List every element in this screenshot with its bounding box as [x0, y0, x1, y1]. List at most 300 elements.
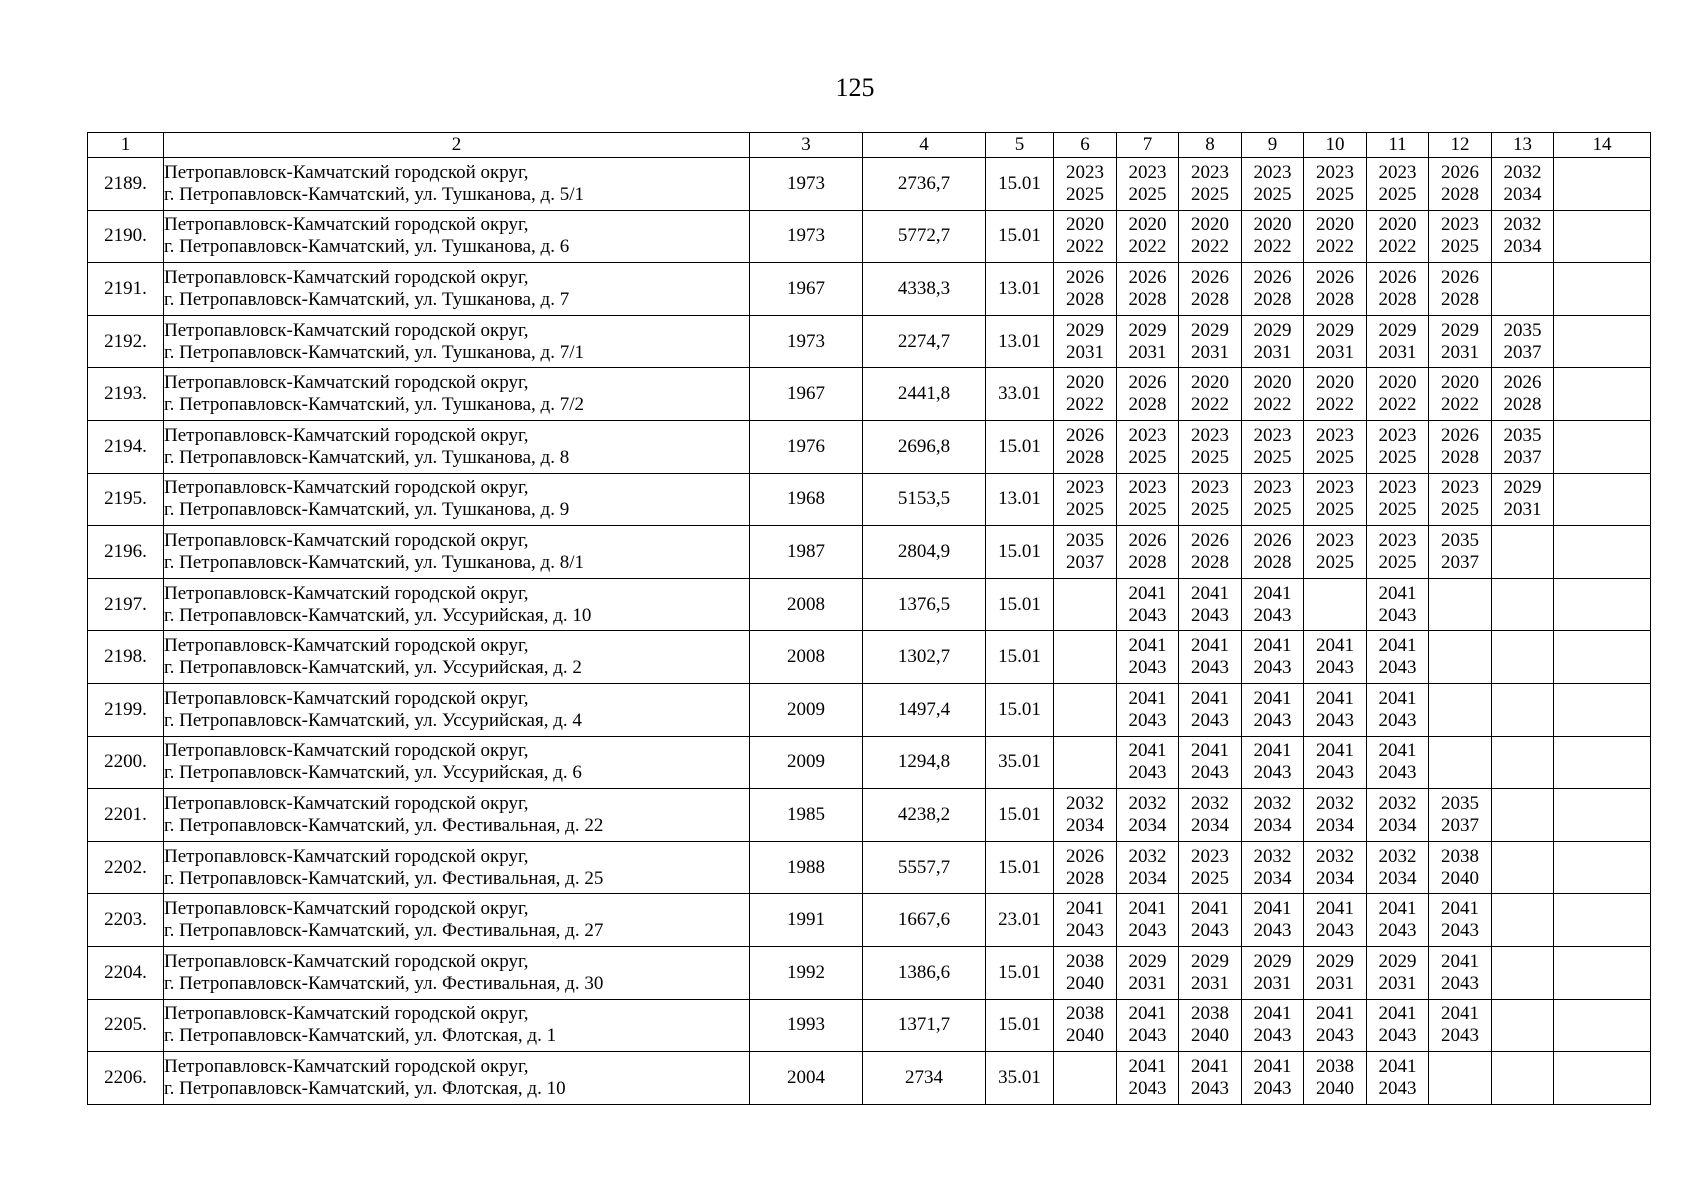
period-start-year: 2023 — [1316, 161, 1354, 183]
object-code: 23.01 — [986, 894, 1054, 947]
row-number: 2200. — [88, 736, 164, 789]
period-end-year: 2037 — [1441, 814, 1479, 836]
object-code: 15.01 — [986, 526, 1054, 579]
period-cell-col-9 — [1242, 526, 1304, 579]
object-code: 15.01 — [986, 578, 1054, 631]
period-cell-col-10 — [1304, 894, 1367, 947]
table-row — [88, 789, 1651, 842]
object-code: 15.01 — [986, 841, 1054, 894]
period-end-year: 2025 — [1316, 499, 1354, 521]
period-end-year — [1554, 920, 1650, 942]
period-end-year: 2043 — [1441, 972, 1479, 994]
period-end-year: 2025 — [1128, 499, 1167, 521]
period-end-year: 2025 — [1191, 446, 1229, 468]
address-district: Петропавловск-Камчатский городской округ, — [164, 319, 529, 341]
column-header-2: 2 — [164, 133, 750, 158]
period-end-year: 2043 — [1378, 1077, 1417, 1099]
build-year: 1987 — [750, 526, 863, 579]
period-cell-col-9 — [1242, 210, 1304, 263]
build-year: 2009 — [750, 683, 863, 736]
period-end-year — [1429, 762, 1491, 784]
period-end-year: 2043 — [1316, 1025, 1354, 1047]
period-cell-col-14 — [1554, 420, 1651, 473]
period-start-year: 2041 — [1128, 1055, 1167, 1077]
period-start-year: 2032 — [1253, 792, 1292, 814]
period-end-year: 2034 — [1128, 867, 1167, 889]
period-start-year — [1054, 583, 1116, 605]
period-start-year: 2041 — [1191, 635, 1229, 657]
build-year: 1993 — [750, 999, 863, 1052]
object-code: 15.01 — [986, 158, 1054, 211]
period-cell-col-8 — [1179, 368, 1242, 421]
table-row — [88, 526, 1651, 579]
period-cell-col-8 — [1179, 999, 1242, 1052]
period-cell-col-11 — [1367, 315, 1429, 368]
period-cell-col-8 — [1179, 1052, 1242, 1105]
period-cell-col-13 — [1492, 368, 1554, 421]
period-start-year: 2023 — [1378, 529, 1417, 551]
period-cell-col-7 — [1117, 631, 1179, 684]
period-end-year — [1492, 815, 1553, 837]
period-cell-col-11 — [1367, 210, 1429, 263]
total-area: 1376,5 — [863, 578, 986, 631]
period-end-year: 2043 — [1441, 1025, 1479, 1047]
period-end-year — [1492, 973, 1553, 995]
table-row — [88, 631, 1651, 684]
address-cell — [164, 683, 750, 736]
period-start-year — [1554, 951, 1650, 973]
period-start-year: 2032 — [1316, 792, 1354, 814]
period-cell-col-14 — [1554, 683, 1651, 736]
period-start-year: 2029 — [1378, 950, 1417, 972]
period-cell-col-14 — [1554, 999, 1651, 1052]
object-code: 13.01 — [986, 263, 1054, 316]
period-start-year — [1492, 846, 1553, 868]
table-row — [88, 578, 1651, 631]
period-start-year: 2035 — [1503, 319, 1542, 341]
period-end-year — [1554, 657, 1650, 679]
period-end-year: 2031 — [1378, 341, 1417, 363]
build-year: 2009 — [750, 736, 863, 789]
period-start-year — [1492, 635, 1553, 657]
total-area: 2804,9 — [863, 526, 986, 579]
period-cell-col-13 — [1492, 683, 1554, 736]
period-end-year: 2025 — [1066, 499, 1104, 521]
period-start-year — [1429, 583, 1491, 605]
period-end-year: 2043 — [1066, 920, 1104, 942]
total-area: 5772,7 — [863, 210, 986, 263]
period-end-year: 2034 — [1316, 814, 1354, 836]
period-end-year: 2022 — [1378, 394, 1417, 416]
period-end-year — [1492, 1025, 1553, 1047]
column-header-12: 12 — [1429, 133, 1492, 158]
period-cell-col-7 — [1117, 999, 1179, 1052]
period-end-year — [1304, 605, 1366, 627]
period-end-year: 2043 — [1316, 657, 1354, 679]
period-cell-col-6 — [1054, 946, 1117, 999]
period-start-year: 2041 — [1253, 1055, 1292, 1077]
total-area: 5557,7 — [863, 841, 986, 894]
address-district: Петропавловск-Камчатский городской округ, — [164, 477, 529, 499]
period-end-year: 2031 — [1128, 341, 1167, 363]
period-start-year: 2032 — [1503, 161, 1542, 183]
period-end-year: 2028 — [1503, 394, 1542, 416]
period-cell-col-6 — [1054, 473, 1117, 526]
period-cell-col-8 — [1179, 315, 1242, 368]
period-start-year: 2026 — [1128, 266, 1167, 288]
period-end-year: 2043 — [1378, 604, 1417, 626]
period-end-year: 2025 — [1441, 499, 1479, 521]
build-year: 1967 — [750, 368, 863, 421]
address-street: г. Петропавловск-Камчатский, ул. Фестивальная, д. 27 — [164, 920, 604, 942]
row-number: 2206. — [88, 1052, 164, 1105]
period-cell-col-9 — [1242, 578, 1304, 631]
period-end-year: 2022 — [1378, 236, 1417, 258]
period-cell-col-10 — [1304, 368, 1367, 421]
period-end-year: 2025 — [1191, 183, 1229, 205]
period-cell-col-6 — [1054, 210, 1117, 263]
period-end-year — [1054, 657, 1116, 679]
object-code: 35.01 — [986, 1052, 1054, 1105]
period-cell-col-8 — [1179, 473, 1242, 526]
period-start-year: 2023 — [1066, 161, 1104, 183]
period-cell-col-13 — [1492, 263, 1554, 316]
period-cell-col-6 — [1054, 420, 1117, 473]
total-area: 2441,8 — [863, 368, 986, 421]
row-number: 2199. — [88, 683, 164, 736]
period-end-year — [1554, 1078, 1650, 1100]
period-end-year: 2040 — [1191, 1025, 1229, 1047]
period-cell-col-14 — [1554, 789, 1651, 842]
build-year: 1976 — [750, 420, 863, 473]
period-cell-col-12 — [1429, 315, 1492, 368]
period-cell-col-9 — [1242, 368, 1304, 421]
period-cell-col-9 — [1242, 894, 1304, 947]
period-end-year: 2028 — [1128, 394, 1167, 416]
period-end-year: 2043 — [1316, 709, 1354, 731]
period-start-year: 2041 — [1128, 635, 1167, 657]
period-end-year: 2025 — [1378, 551, 1417, 573]
total-area: 2736,7 — [863, 158, 986, 211]
table-row — [88, 158, 1651, 211]
period-start-year — [1054, 688, 1116, 710]
address-district: Петропавловск-Камчатский городской округ, — [164, 161, 529, 183]
period-cell-col-6 — [1054, 894, 1117, 947]
column-header-14: 14 — [1554, 133, 1651, 158]
period-start-year: 2020 — [1316, 372, 1354, 394]
table-row — [88, 1052, 1651, 1105]
build-year: 1988 — [750, 841, 863, 894]
period-cell-col-14 — [1554, 210, 1651, 263]
period-cell-col-8 — [1179, 894, 1242, 947]
period-end-year: 2025 — [1191, 867, 1229, 889]
period-start-year — [1492, 1003, 1553, 1025]
period-cell-col-12 — [1429, 736, 1492, 789]
period-start-year: 2020 — [1441, 372, 1479, 394]
period-start-year: 2026 — [1128, 529, 1167, 551]
period-cell-col-9 — [1242, 683, 1304, 736]
build-year: 1967 — [750, 263, 863, 316]
address-cell — [164, 946, 750, 999]
column-header-10: 10 — [1304, 133, 1367, 158]
period-end-year: 2031 — [1316, 972, 1354, 994]
period-start-year: 2023 — [1128, 161, 1167, 183]
table-row — [88, 999, 1651, 1052]
period-end-year: 2031 — [1128, 972, 1167, 994]
table-row — [88, 894, 1651, 947]
period-cell-col-14 — [1554, 841, 1651, 894]
period-cell-col-10 — [1304, 789, 1367, 842]
period-start-year — [1554, 583, 1650, 605]
period-start-year: 2020 — [1378, 372, 1417, 394]
period-end-year — [1492, 289, 1553, 311]
period-end-year — [1554, 499, 1650, 521]
period-start-year — [1492, 898, 1553, 920]
column-header-7: 7 — [1117, 133, 1179, 158]
period-end-year: 2028 — [1316, 288, 1354, 310]
period-start-year — [1554, 740, 1650, 762]
period-cell-col-11 — [1367, 578, 1429, 631]
row-number: 2194. — [88, 420, 164, 473]
period-cell-col-12 — [1429, 158, 1492, 211]
build-year: 2008 — [750, 578, 863, 631]
object-code: 15.01 — [986, 210, 1054, 263]
period-start-year: 2038 — [1316, 1055, 1354, 1077]
period-end-year: 2043 — [1253, 1025, 1292, 1047]
period-end-year: 2040 — [1441, 867, 1479, 889]
row-number: 2193. — [88, 368, 164, 421]
address-cell — [164, 578, 750, 631]
period-start-year: 2038 — [1066, 950, 1104, 972]
build-year: 1985 — [750, 789, 863, 842]
period-start-year: 2023 — [1378, 477, 1417, 499]
period-end-year: 2022 — [1441, 394, 1479, 416]
period-end-year: 2028 — [1191, 288, 1229, 310]
period-end-year: 2022 — [1128, 236, 1167, 258]
period-cell-col-12 — [1429, 999, 1492, 1052]
period-cell-col-14 — [1554, 526, 1651, 579]
period-cell-col-14 — [1554, 263, 1651, 316]
address-street: г. Петропавловск-Камчатский, ул. Уссурийская, д. 4 — [164, 709, 582, 731]
period-cell-col-7 — [1117, 315, 1179, 368]
period-start-year: 2020 — [1316, 214, 1354, 236]
period-end-year: 2025 — [1378, 446, 1417, 468]
period-start-year: 2023 — [1066, 477, 1104, 499]
period-end-year: 2034 — [1378, 867, 1417, 889]
period-start-year — [1304, 583, 1366, 605]
address-district: Петропавловск-Камчатский городской округ, — [164, 424, 529, 446]
row-number: 2195. — [88, 473, 164, 526]
period-end-year: 2031 — [1191, 972, 1229, 994]
period-end-year: 2022 — [1066, 394, 1104, 416]
period-start-year: 2032 — [1253, 845, 1292, 867]
period-start-year: 2023 — [1191, 161, 1229, 183]
period-cell-col-13 — [1492, 789, 1554, 842]
period-cell-col-12 — [1429, 420, 1492, 473]
period-end-year: 2034 — [1191, 814, 1229, 836]
table-row — [88, 263, 1651, 316]
period-start-year: 2029 — [1253, 950, 1292, 972]
period-start-year: 2023 — [1191, 845, 1229, 867]
period-cell-col-11 — [1367, 368, 1429, 421]
column-header-11: 11 — [1367, 133, 1429, 158]
period-end-year: 2031 — [1253, 341, 1292, 363]
address-cell — [164, 210, 750, 263]
total-area: 1294,8 — [863, 736, 986, 789]
period-cell-col-11 — [1367, 631, 1429, 684]
period-end-year — [1054, 710, 1116, 732]
period-end-year — [1492, 710, 1553, 732]
period-cell-col-9 — [1242, 158, 1304, 211]
period-start-year — [1554, 898, 1650, 920]
period-cell-col-11 — [1367, 999, 1429, 1052]
period-cell-col-10 — [1304, 736, 1367, 789]
period-cell-col-7 — [1117, 210, 1179, 263]
period-end-year: 2043 — [1316, 920, 1354, 942]
address-district: Петропавловск-Камчатский городской округ, — [164, 635, 529, 657]
period-start-year — [1554, 1056, 1650, 1078]
period-end-year: 2034 — [1128, 814, 1167, 836]
period-start-year: 2041 — [1253, 635, 1292, 657]
period-end-year — [1054, 605, 1116, 627]
period-start-year: 2041 — [1441, 1003, 1479, 1025]
period-cell-col-13 — [1492, 736, 1554, 789]
address-district: Петропавловск-Камчатский городской округ, — [164, 740, 529, 762]
period-start-year — [1429, 688, 1491, 710]
period-cell-col-14 — [1554, 578, 1651, 631]
address-cell — [164, 736, 750, 789]
period-cell-col-9 — [1242, 789, 1304, 842]
period-end-year: 2037 — [1441, 551, 1479, 573]
period-cell-col-13 — [1492, 158, 1554, 211]
period-start-year: 2026 — [1441, 424, 1479, 446]
object-code: 15.01 — [986, 683, 1054, 736]
period-end-year — [1492, 868, 1553, 890]
period-end-year: 2043 — [1128, 657, 1167, 679]
period-start-year: 2032 — [1378, 845, 1417, 867]
period-cell-col-10 — [1304, 158, 1367, 211]
column-header-13: 13 — [1492, 133, 1554, 158]
period-cell-col-14 — [1554, 946, 1651, 999]
period-start-year: 2041 — [1316, 1003, 1354, 1025]
period-cell-col-7 — [1117, 368, 1179, 421]
total-area: 4238,2 — [863, 789, 986, 842]
period-cell-col-13 — [1492, 473, 1554, 526]
period-start-year: 2029 — [1316, 319, 1354, 341]
period-start-year: 2041 — [1066, 898, 1104, 920]
period-start-year: 2041 — [1253, 740, 1292, 762]
period-start-year — [1554, 425, 1650, 447]
address-street: г. Петропавловск-Камчатский, ул. Тушканова, д. 8/1 — [164, 551, 584, 573]
period-cell-col-12 — [1429, 946, 1492, 999]
period-cell-col-8 — [1179, 263, 1242, 316]
period-cell-col-12 — [1429, 210, 1492, 263]
period-cell-col-11 — [1367, 263, 1429, 316]
period-cell-col-12 — [1429, 894, 1492, 947]
address-street: г. Петропавловск-Камчатский, ул. Уссурийская, д. 10 — [164, 604, 592, 626]
period-end-year: 2043 — [1128, 920, 1167, 942]
period-end-year — [1554, 762, 1650, 784]
period-cell-col-7 — [1117, 789, 1179, 842]
period-start-year: 2041 — [1378, 740, 1417, 762]
period-end-year: 2025 — [1253, 499, 1292, 521]
period-end-year: 2028 — [1378, 288, 1417, 310]
period-end-year: 2028 — [1066, 446, 1104, 468]
period-cell-col-9 — [1242, 315, 1304, 368]
period-cell-col-7 — [1117, 894, 1179, 947]
period-cell-col-8 — [1179, 946, 1242, 999]
period-cell-col-10 — [1304, 683, 1367, 736]
address-cell — [164, 999, 750, 1052]
address-street: г. Петропавловск-Камчатский, ул. Уссурийская, д. 2 — [164, 657, 582, 679]
period-start-year: 2041 — [1316, 898, 1354, 920]
period-start-year: 2038 — [1191, 1003, 1229, 1025]
period-end-year — [1554, 1025, 1650, 1047]
period-end-year — [1054, 1078, 1116, 1100]
period-start-year — [1554, 846, 1650, 868]
period-cell-col-12 — [1429, 578, 1492, 631]
period-end-year — [1554, 815, 1650, 837]
period-start-year: 2041 — [1316, 635, 1354, 657]
period-cell-col-10 — [1304, 1052, 1367, 1105]
row-number: 2189. — [88, 158, 164, 211]
period-start-year: 2041 — [1191, 582, 1229, 604]
period-start-year: 2041 — [1378, 898, 1417, 920]
period-cell-col-6 — [1054, 999, 1117, 1052]
period-end-year: 2043 — [1191, 762, 1229, 784]
period-start-year: 2032 — [1128, 845, 1167, 867]
period-end-year: 2043 — [1378, 762, 1417, 784]
period-end-year — [1492, 1078, 1553, 1100]
period-start-year — [1554, 477, 1650, 499]
address-street: г. Петропавловск-Камчатский, ул. Фестивальная, д. 30 — [164, 972, 604, 994]
period-cell-col-8 — [1179, 841, 1242, 894]
period-end-year: 2025 — [1191, 499, 1229, 521]
period-cell-col-10 — [1304, 841, 1367, 894]
table-row — [88, 736, 1651, 789]
period-end-year: 2043 — [1128, 1025, 1167, 1047]
period-end-year: 2031 — [1191, 341, 1229, 363]
period-end-year: 2025 — [1066, 183, 1104, 205]
period-start-year: 2041 — [1316, 687, 1354, 709]
period-cell-col-7 — [1117, 841, 1179, 894]
period-start-year: 2041 — [1128, 740, 1167, 762]
period-end-year: 2034 — [1253, 867, 1292, 889]
table-row — [88, 368, 1651, 421]
period-start-year: 2041 — [1128, 582, 1167, 604]
period-cell-col-9 — [1242, 1052, 1304, 1105]
period-cell-col-10 — [1304, 473, 1367, 526]
period-cell-col-8 — [1179, 789, 1242, 842]
period-start-year: 2026 — [1503, 372, 1542, 394]
period-cell-col-7 — [1117, 420, 1179, 473]
period-cell-col-13 — [1492, 578, 1554, 631]
period-start-year: 2035 — [1441, 529, 1479, 551]
build-year: 2004 — [750, 1052, 863, 1105]
address-district: Петропавловск-Камчатский городской округ, — [164, 950, 529, 972]
period-start-year: 2041 — [1378, 687, 1417, 709]
period-end-year: 2028 — [1253, 288, 1292, 310]
period-end-year: 2037 — [1503, 446, 1542, 468]
build-year: 1973 — [750, 158, 863, 211]
total-area: 5153,5 — [863, 473, 986, 526]
period-end-year: 2040 — [1066, 1025, 1104, 1047]
period-end-year: 2043 — [1191, 1077, 1229, 1099]
period-cell-col-11 — [1367, 420, 1429, 473]
period-end-year: 2028 — [1441, 446, 1479, 468]
address-street: г. Петропавловск-Камчатский, ул. Тушканова, д. 7/2 — [164, 394, 584, 416]
period-end-year: 2043 — [1253, 1077, 1292, 1099]
